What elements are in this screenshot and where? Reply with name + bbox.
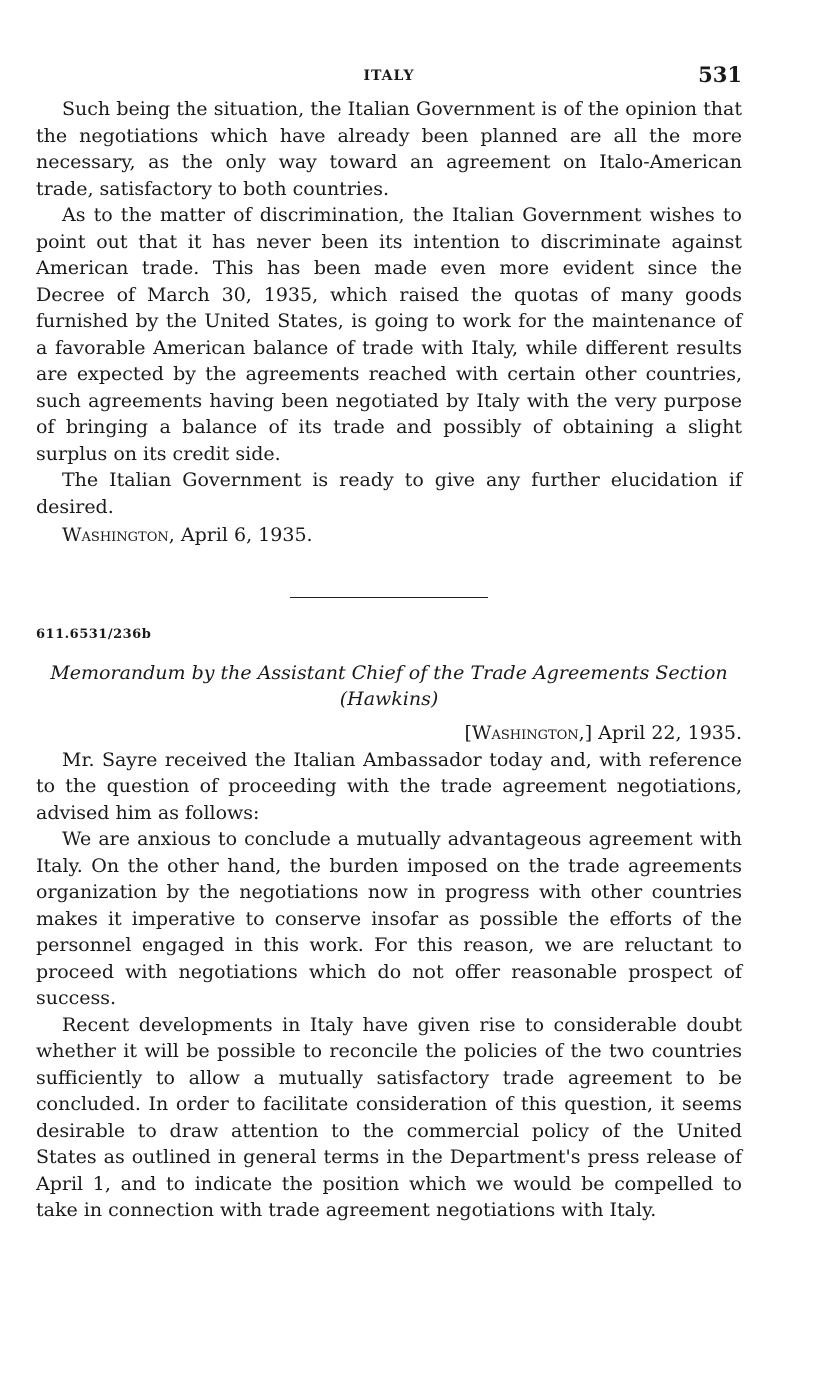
note-paragraph: As to the matter of discrimination, the Italian Government wishes to point out that it has never been its intention to discriminate against American trade. This has been made even more evident since the Decree of March 30, 1935, which raised the quotas of many goods furnished by the United States, is going to work for the maintenance of a favorable American balance of trade with Italy, while different results are expected by the agreements reached with certain other countries, such agreements having been negotiated by Italy with the very purpose of bringing a balance of its trade and possibly of obtaining a slight surplus on its credit side. [36, 204, 742, 465]
dateline-date: April 6, 1935. [174, 524, 313, 546]
memo-title-line1: Memorandum by the Assistant Chief of the Trade Agreements Section [50, 662, 728, 684]
memo-paragraph: We are anxious to conclude a mutually advantageous agreement with Italy. On the other hand, the burden imposed on the trade agreements organization by the negotiations now in progress with other countries makes it imperative to conserve insofar as possible the efforts of the personnel engaged in this work. For this reason, we are reluctant to proceed with negotiations which do not offer reasonable prospect of success. [36, 828, 742, 1009]
memo-title [36, 660, 742, 712]
italian-note-body [36, 96, 742, 549]
running-header [36, 60, 742, 96]
memo-date-open: [ [464, 722, 472, 744]
memo-date-rest: ] April 22, 1935. [584, 722, 742, 744]
memo-paragraph: Recent developments in Italy have given rise to considerable doubt whether it will be possible to reconcile the policies of the two countries sufficiently to allow a mutually satisfactory trade agreement to be concluded. In order to facilitate consideration of this question, it seems desirable to draw attention to the commercial policy of the United States as outlined in general terms in the Department's press release of April 1, and to indicate the position which we would be compelled to take in connection with trade agreement negotiations with Italy. [36, 1013, 742, 1221]
file-number: 611.6531/236b [36, 626, 152, 642]
memo-title-line2: (Hawkins) [339, 688, 439, 710]
document-page [36, 60, 742, 1224]
page-number: 531 [698, 62, 742, 87]
memo-paragraph: Mr. Sayre received the Italian Ambassador today and, with reference to the question of proceeding with the trade agreement negotiations, advised him as follows: [36, 748, 742, 824]
memo-date [36, 720, 742, 747]
memo-date-place: Washington, [471, 722, 585, 744]
section-divider [290, 597, 488, 598]
running-title: ITALY [363, 68, 415, 84]
note-dateline [36, 522, 742, 549]
note-paragraph: The Italian Government is ready to give any further elucidation if desired. [36, 469, 742, 518]
dateline-place: Washington, [62, 524, 175, 546]
note-paragraph: Such being the situation, the Italian Government is of the opinion that the negotiations which have already been planned are all the more necessary, as the only way toward an agreement on Italo-American trade, satisfactory to both countries. [36, 98, 742, 200]
memorandum-section [36, 622, 742, 1224]
